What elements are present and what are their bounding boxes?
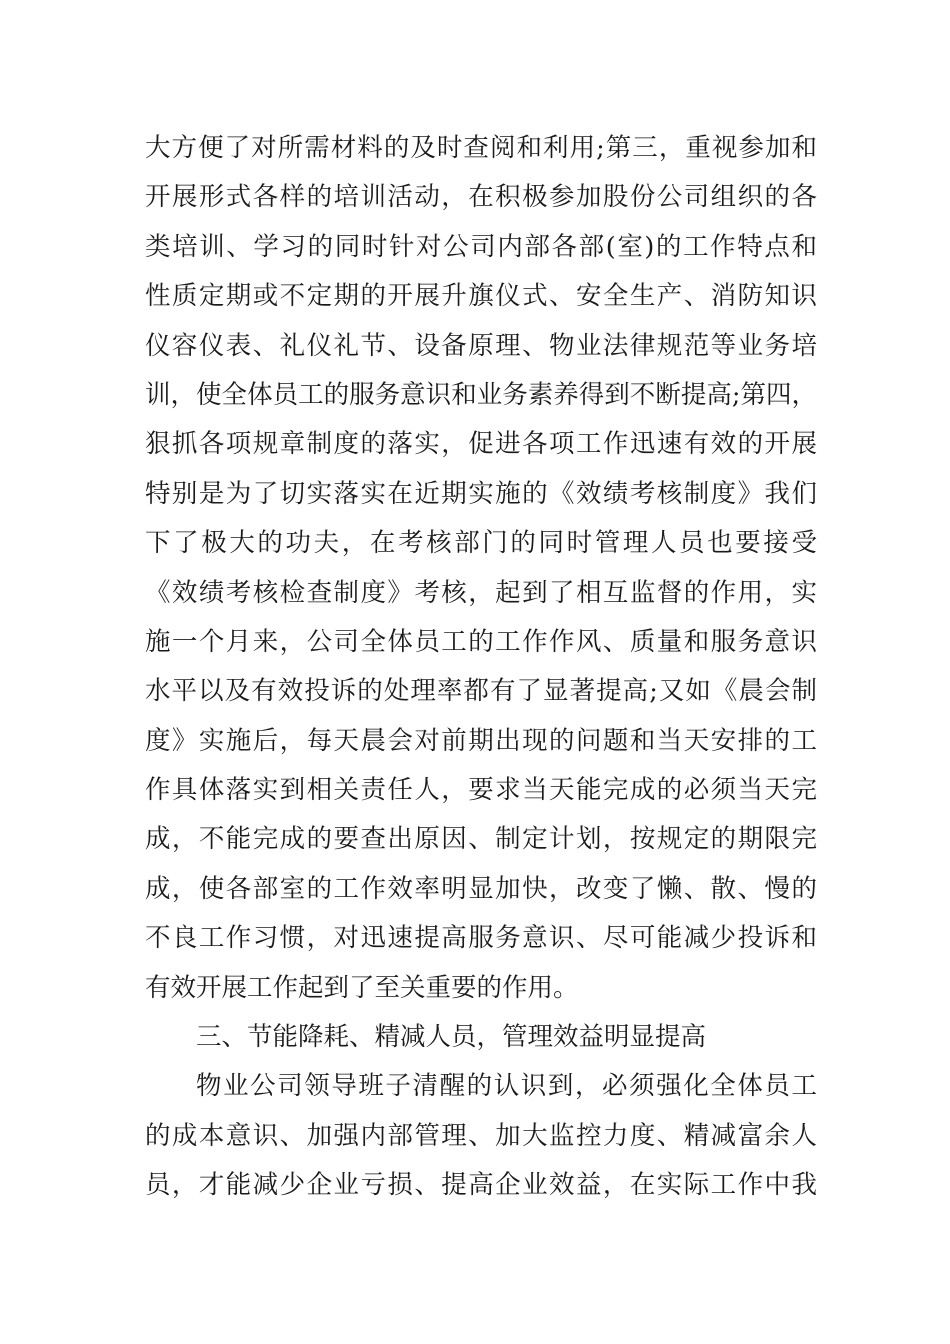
text-line: 成，不能完成的要查出原因、制定计划，按规定的期限完 <box>145 824 817 855</box>
text-line: 有效开展工作起到了至关重要的作用。 <box>145 972 579 1003</box>
text-line: 度》实施后，每天晨会对前期出现的问题和当天安排的工 <box>145 725 817 756</box>
text-line: 开展形式各样的培训活动，在积极参加股份公司组织的各 <box>145 182 817 213</box>
text-line: 《效绩考核检查制度》考核，起到了相互监督的作用，实 <box>145 577 817 608</box>
text-line: 类培训、学习的同时针对公司内部各部(室)的工作特点和 <box>145 231 817 262</box>
text-line: 的成本意识、加强内部管理、加大监控力度、精减富余人 <box>145 1120 817 1151</box>
text-line: 作具体落实到相关责任人，要求当天能完成的必须当天完 <box>145 775 817 806</box>
text-line: 特别是为了切实落实在近期实施的《效绩考核制度》我们 <box>145 478 817 509</box>
text-line: 下了极大的功夫，在考核部门的同时管理人员也要接受 <box>145 528 817 559</box>
text-line: 大方便了对所需材料的及时查阅和利用;第三，重视参加和 <box>145 133 817 163</box>
text-line: 不良工作习惯，对迅速提高服务意识、尽可能减少投诉和 <box>145 923 817 954</box>
text-line: 仪容仪表、礼仪礼节、设备原理、物业法律规范等业务培 <box>145 330 817 361</box>
text-line: 员，才能减少企业亏损、提高企业效益，在实际工作中我 <box>145 1170 817 1201</box>
text-line: 狠抓各项规章制度的落实，促进各项工作迅速有效的开展 <box>145 429 817 460</box>
text-line: 成，使各部室的工作效率明显加快，改变了懒、散、慢的 <box>145 873 817 904</box>
text-line: 训，使全体员工的服务意识和业务素养得到不断提高;第四， <box>145 379 817 410</box>
section-heading: 三、节能降耗、精减人员，管理效益明显提高 <box>196 1022 707 1053</box>
document-body <box>145 124 817 1211</box>
text-line: 物业公司领导班子清醒的认识到，必须强化全体员工 <box>196 1071 817 1102</box>
text-line: 性质定期或不定期的开展升旗仪式、安全生产、消防知识 <box>145 281 817 312</box>
text-line: 水平以及有效投诉的处理率都有了显著提高;又如《晨会制 <box>145 676 817 707</box>
text-line: 施一个月来，公司全体员工的工作作风、质量和服务意识 <box>145 626 817 657</box>
